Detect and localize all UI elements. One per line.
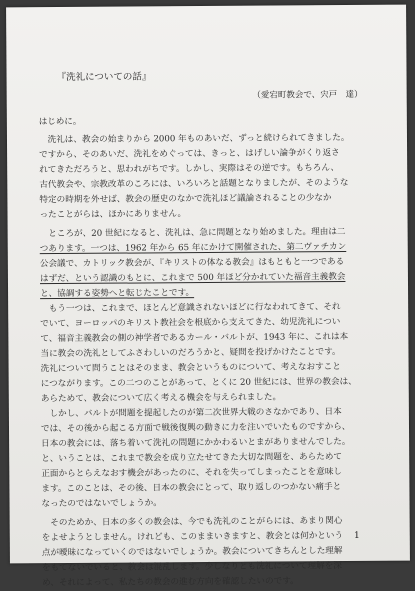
page-number: 1 — [353, 530, 360, 541]
body-line: では、その後から起こる方面で戦後復興の動きに力を注いでいたものですから、 — [40, 422, 351, 435]
body-line: れてきただろうと、思われがちです。しかし、実際はその逆です。もちろん、 — [39, 163, 340, 176]
body-line: て、福音主義教会の側の神学者であるカール・バルトが、1943 年に、これは本 — [40, 332, 349, 345]
body-line: をもてないでいると、教会は混乱します。少しなりとも洗礼について理解を深 — [41, 561, 342, 574]
section-heading: はじめに。 — [38, 116, 82, 128]
document-page — [6, 5, 410, 589]
body-line: 公会議で、カトリック教会が、『キリストの体なる教会』はもともと一つである — [39, 257, 345, 270]
body-line: ます。このことは、その後、日本の教会にとって、取り返しのつかない痛手と — [41, 482, 342, 495]
body-line: ですから、そのあいだ、洗礼をめぐっては、きっと、はげしい論争がくり返さ — [39, 148, 340, 161]
body-line: あらためて、教会について広く考える機会を与えられました。 — [40, 392, 282, 405]
body-line: そのためか、日本の多くの教会は、今でも洗礼のことがらには、あまり関心 — [41, 516, 343, 529]
body-line: 点が曖昧になっていくのではないでしょうか。教会についてきちんとした理解 — [41, 546, 343, 559]
document-body — [39, 131, 376, 591]
body-line: なったのではないでしょうか。 — [41, 498, 162, 510]
body-line: しかし、バルトが問題を提起したのが第二次世界大戦のさなかであり、日本 — [40, 407, 342, 420]
body-line: と、いうことは、これまで教会を成り立たせてきた大切な問題を、あらためて — [41, 452, 343, 465]
document-title: 『洗礼についての話』 — [56, 71, 152, 84]
body-line: ところが、20 世紀になると、洗礼は、急に問題となり始めました。理由は二 — [39, 227, 346, 240]
body-line: もう一つは、これまで、ほとんど意識されないほどに行なわれてきて、それ — [40, 302, 341, 315]
body-line: 洗礼は、教会の始まりから 2000 年ものあいだ、ずっと続けられてきました。 — [38, 133, 350, 146]
body-line: ったことがらは、ほかにありません。 — [39, 209, 187, 221]
body-line: 洗礼について問うことはそのまま、教会というものについて、考えなおすこと — [40, 362, 341, 375]
body-line: でいて、ヨーロッパのキリスト教社会を根底から支えてきた、幼児洗礼につい — [40, 317, 341, 330]
document-author: （愛宕町教会で、宍戸 達） — [252, 89, 363, 101]
body-line-underlined: はずだ、という認識のもとに、これまで 500 年ほど分かれていた福音主義教会 — [39, 272, 346, 285]
body-line: 日本の教会には、落ち着いて洗礼の問題にかかわるいとまがありませんでした。 — [41, 437, 351, 450]
body-line: につながります。この二つのことがあって、とくに 20 世紀には、世界の教会は、 — [40, 376, 357, 390]
body-line: 特定の時期を外せば、教会の歴史のなかで洗礼ほど議論されることの少なか — [39, 193, 332, 206]
body-line: 正面からとらえなおす機会があったのに、それを失ってしまったことを意味し — [41, 467, 343, 480]
body-line: をよせようとしません。けれども、このままいきますと、教会とは何かという — [41, 531, 344, 544]
body-line-underlined: つあります。一つは、1962 年から 65 年にかけて開催された、第二ヴァチカン — [39, 242, 347, 255]
body-line: 古代教会や、宗教改革のころには、いろいろと話題となりましたが、そのような — [39, 178, 349, 191]
body-line-underlined: と、協調する姿勢へと転じたことです。 — [40, 288, 195, 300]
body-line: 当に教会の洗礼としてふさわしいのだろうかと、疑問を投げかけたことです。 — [40, 347, 341, 360]
body-line: め、それによって、私たちの教会の進む方向を確認したいのです。 — [42, 576, 299, 589]
